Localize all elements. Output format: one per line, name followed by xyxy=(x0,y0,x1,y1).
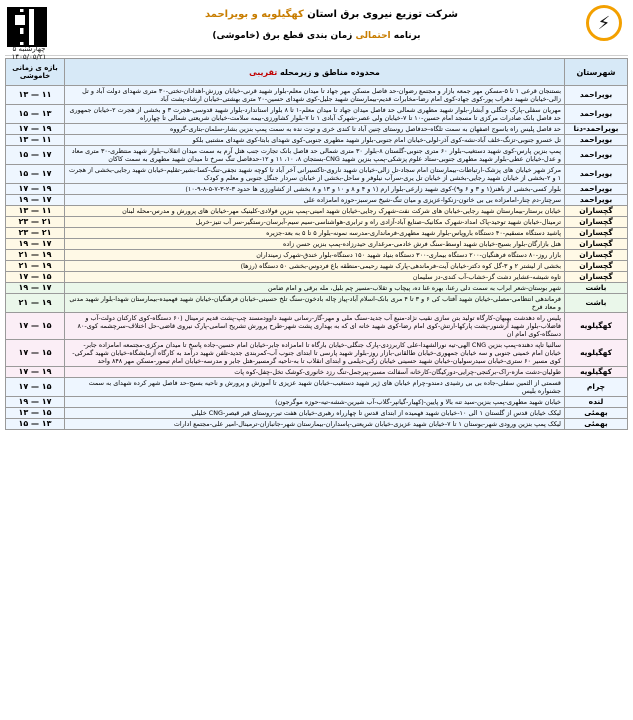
time-cell: ۱۷ — ۱۵ xyxy=(6,313,65,340)
table-row xyxy=(6,86,628,105)
time-cell: ۱۹ — ۱۷ xyxy=(6,239,65,250)
city-cell: گچساران xyxy=(565,206,628,217)
city-cell: باشت xyxy=(565,283,628,294)
area-cell: ترمینال-خیابان شهید توحید-پاک امداد-شهرک مکانیک-صنایع آباد-آزادی راه و ترابری-هواشناسی-سیم سیم-آبرسان-رستگیر-سر آب تنیز-خربل xyxy=(65,217,565,228)
table-row xyxy=(6,184,628,195)
document-page xyxy=(5,3,628,717)
area-cell: پلیس راه دهدشت بهبهان-کارگاه تولید بتن سازی نقیب نژاد-منبع آب جدید-سنگ ملی و مهر-گاز-رسانی شهید داوودمسند چپ-پشت قدیم ترمینال (۶۰ دستگاه-کوی کارکنان دولت-آب و فاضلاب-بلوار شهید آرشنور-پشت پارکها-ارتش-کوی امام رضا-کوی شهید خانه ای که به بهداری پشت شهر-طرح پرورش تشریح اسامی-پارک نیروی قاضی-حل اختلاف-سرچشمه کوی-۸۰ دستگاه-کوی امام ان xyxy=(65,313,565,340)
area-cell: بستنجان قرعی ۱ تا ۵-مسکن مهر جمعه بازار و مجتمع رضوان-حد فاصل مسکن مهر جهاد تا میدان معلم-بلوار شهید قرنی-خیابان ورزش-اهدادان-تختی-۳۰ متری شهدای دولت آباد و تل زالی-خیابان شهید دهراب پور-کوی جهاد-کوی امام رضا-مخابرات قدیم-بیمارستان شهید جلیل-کوی شهدای حسین-۲۰ متری بهشتی-خیابان ارشاد-پشت آباد xyxy=(65,86,565,105)
city-cell: بویراحمد xyxy=(565,195,628,206)
area-cell: تل خسرو جنوبی-تزنگ-خلف آباد-نشه-کوی آذر-لولی-خیابان امام جنوبی-بلوار شهید مطهری جنوبی-کوی شهدای بابتا-کوی شهدای مشتبی بلکو xyxy=(65,135,565,146)
area-cell: شهر بوستان-شعر ابراب به سمت دلی رعنا، بهره غنا ده، پیچاب و تقلاب-مسیر چم بلیل، مله برقی و امام ضامن xyxy=(65,283,565,294)
table-row xyxy=(6,124,628,135)
title-highlight: کهگیلویه و بویراحمد xyxy=(204,9,304,20)
table-header-row xyxy=(6,59,628,86)
column-area-highlight: تقریبی xyxy=(249,67,278,77)
city-cell: گچساران xyxy=(565,228,628,239)
table-row xyxy=(6,195,628,206)
time-cell: ۲۳ — ۲۱ xyxy=(6,217,65,228)
city-cell: بویراحمد xyxy=(565,184,628,195)
city-cell: گچساران xyxy=(565,261,628,272)
time-cell: ۱۳ — ۱۱ xyxy=(6,135,65,146)
column-time: بازه ی زمانی خاموشی xyxy=(6,59,65,86)
time-cell: ۱۷ — ۱۵ xyxy=(6,340,65,367)
area-cell: سرچنار-دم چنار-امامزاده بی بی خاتون-زنکوا-عزیزی و میان تنگ-شیخ سرسبز-حوزه امامزاده علی xyxy=(65,195,565,206)
title-prefix: شرکت توزیع نیروی برق استان xyxy=(307,9,458,20)
time-cell: ۱۷ — ۱۵ xyxy=(6,272,65,283)
page-title xyxy=(95,9,568,20)
outage-table xyxy=(5,58,628,430)
table-row xyxy=(6,228,628,239)
time-cell: ۱۷ — ۱۹ xyxy=(6,124,65,135)
header xyxy=(5,3,628,61)
time-cell: ۲۱ — ۱۹ xyxy=(6,294,65,313)
company-logo-icon: ⚡ xyxy=(586,5,622,41)
time-cell: ۲۱ — ۱۹ xyxy=(6,261,65,272)
time-cell: ۱۵ — ۱۳ xyxy=(6,105,65,124)
table-row xyxy=(6,408,628,419)
city-cell: گچساران xyxy=(565,272,628,283)
city-cell: باشت xyxy=(565,294,628,313)
subtitle-prefix: برنامه xyxy=(393,31,421,41)
column-city: شهرستان xyxy=(565,59,628,86)
time-cell: ۱۹ — ۱۷ xyxy=(6,397,65,408)
table-row xyxy=(6,340,628,367)
table-row xyxy=(6,283,628,294)
city-cell: بویراحمد xyxy=(565,105,628,124)
time-cell: ۱۹ — ۱۷ xyxy=(6,283,65,294)
area-cell: بخشی از لیشتر ۲ و ۳-گل کوه دکتر-خیابان آیت-فرماندهی-پارک شهید رحیمی-منطقه باغ فردوس-بخشی ۵۰ دستگاه (رزها) xyxy=(65,261,565,272)
table-row xyxy=(6,261,628,272)
table-row xyxy=(6,397,628,408)
table-row xyxy=(6,217,628,228)
subtitle-highlight: احتمالی xyxy=(355,31,391,41)
time-cell: ۱۳ — ۱۱ xyxy=(6,86,65,105)
table-row xyxy=(6,419,628,430)
area-cell: فرماندهی انتظامی-مصلی-خیابان شهید آفتاب کی ۶ و ۳ تا ۴ مری بانک-اسلام آباد-پیاز چاله بادخون-سنگ تلخ حسینی-خیابان فرهنگیان-خیابان شهید فهمیده-بیمارستان شهدا-بلوار شهید مدنی و معاد فرخ xyxy=(65,294,565,313)
time-cell: ۱۷ — ۱۹ xyxy=(6,367,65,378)
city-cell: بویراحمد xyxy=(565,135,628,146)
time-cell: ۱۳ — ۱۵ xyxy=(6,408,65,419)
area-cell: پمپ بنزین پارس-کوی شهید دستغیب-بلوار ۶۰ متری جنوبی-گلستان ۸-بلوار ۳۰ متری شمالی حد فاصل بانک تجارت جنب هتل آرم به سمت میدان انقلاب-بلوار شهید منتظری-۳۰ متری معاد و عدل-خیابان عطی-بلوار شهید مطهری جنوبی-ستاد علوم پزشکی-پمپ بنزین شهید CNG-بستجان ۸، ۱۰، ۱۱ و ۱۲-حدفاصل تنگ سرخ تا میدان شهید مطهری به سمت کاکان xyxy=(65,146,565,165)
table-row xyxy=(6,206,628,217)
city-cell: گچساران xyxy=(565,250,628,261)
date-block xyxy=(7,45,51,61)
city-cell: بهمئی xyxy=(565,408,628,419)
city-cell: بویراحمد xyxy=(565,165,628,184)
table-row xyxy=(6,367,628,378)
city-cell: کهگیلویه xyxy=(565,340,628,367)
time-cell: ۱۹ — ۱۷ xyxy=(6,195,65,206)
city-cell: گچساران xyxy=(565,217,628,228)
column-area-prefix: محدوده مناطق و زیرمحله xyxy=(280,67,380,77)
city-cell: بویراحمد xyxy=(565,146,628,165)
table-row xyxy=(6,165,628,184)
area-cell: خیابان شهید مطهری-پمپ بنزین-سید تنه بالا و پایین-(کهیار-گیانپر-گلاب-آب شیرین-ششه-تیه-حوزه موگرجون) xyxy=(65,397,565,408)
table-row xyxy=(6,135,628,146)
time-cell: ۱۳ — ۱۱ xyxy=(6,206,65,217)
time-cell: ۲۱ — ۱۹ xyxy=(6,250,65,261)
day-label: چهارشنبه ۵ xyxy=(12,45,46,53)
area-cell: لیکک خیابان قدس از گلستان ۱ الی ۱۰-خیابان شهید فهمیده از ابتدای قدس تا چهارراه رهبری-خیابان هفت تیر-روستای قیر قیصر-CNG خلیلی xyxy=(65,408,565,419)
time-cell: ۱۵ — ۱۳ xyxy=(6,419,65,430)
area-cell: خیابان برستار-بیمارستان شهید رجایی-خیابان های شرکت نفت-شهرک رجایی-خیابان شهید امینی-پمپ بنزین فولادی-کلینیک مهر-خیابان های پرورش و مدرس-محله لبنان xyxy=(65,206,565,217)
city-cell: کهگیلویه xyxy=(565,313,628,340)
city-cell: چرام xyxy=(565,378,628,397)
area-cell: تاوه شیشه-عشایر دشت گز-خشاب-آب کندی-دز سلیمان xyxy=(65,272,565,283)
city-cell: گچساران xyxy=(565,239,628,250)
area-cell: قسمتی از الثمین سفلی-جاده بی بی رشیدی دمندو-چرام خیابان های ژیر شهید دستغیب-خیابان شهید عزیزی تا آموزش و پرورش و ناحیه بسیج-حد فاصل شهر کرده شهدای به سمت جشنواره بلیس xyxy=(65,378,565,397)
table-row xyxy=(6,250,628,261)
table-row xyxy=(6,272,628,283)
qr-code-icon xyxy=(7,7,47,47)
city-cell: بهمئی xyxy=(565,419,628,430)
table-row xyxy=(6,105,628,124)
area-cell: هتل بازارگان-بلوار بسیج-خیابان شهید اوسط-سنگ فرش خادمی-مرغداری حیدرزاده-پمپ بنزین حسن زاده xyxy=(65,239,565,250)
area-cell: لیکک پمپ بنزین ورودی شهر-بوستان ۱ تا ۷-خیابان شهید عزیزی-خیابان شریعتی-پاسداران-بیمارستان شهر-جانبازان-ترمینال-امیر علی-مجتمع ادارات xyxy=(65,419,565,430)
time-cell: ۱۷ — ۱۵ xyxy=(6,378,65,397)
area-cell: بازار روز-۸۰ دستگاه فرهنگیان-۲۰۰ دستگاه بیماری-۳۰۰ دستگاه بنیاد شهید ۱۵۰ دستگاه-بلوار خندق-شهرک زمینداران xyxy=(65,250,565,261)
area-cell: مهریان سفلی-پارک جنگلی و آبشار-بلوار شهید مطهری شمالی حد فاصل میدان جهاد تا میدان معلم-۱ تا ۸ بلوار استاندارد-بلوار شهید قدوسی-هجرت ۳ و بخشی از هجرت ۲-خیابان جمهوری حد فاصل بانک صادرات مرکزی تا مسجد امام حسین-۱۰ تا ۷-خیابان ولی عصر-شهرک آبادی ۱ تا ۷-بلوار کشاورزی-بیمه سلامت-خیابان شریعتی شمالی تا چهارراه xyxy=(65,105,565,124)
city-cell: بویراحمد xyxy=(565,86,628,105)
table-body xyxy=(6,86,628,430)
area-cell: پاشید دستگاه مسقیم-۴۰ دستگاه باروپاس-بلوار شهید مطهری-فرمانداری-مدرسه نمونه-بلوار ۵ تا ۵ به بعد-جزیره xyxy=(65,228,565,239)
time-cell: ۱۷ — ۱۹ xyxy=(6,184,65,195)
table-row xyxy=(6,378,628,397)
column-area xyxy=(65,59,565,86)
date-label: ۱۴۰۵/۰۵/۲۱ xyxy=(11,53,47,61)
area-cell: طولیان-دشت مازه-راک-برکنجی-چرایی-دورکیگان-کارخانه آسفالت مسیر-پیرجمل-تنگ رزد خانوری-کوشک تخل-چفل-کوه پات xyxy=(65,367,565,378)
area-cell: مرکز شهر خیابان های پزشک-ارتباطات-بیمارستان امام سجاد-تل زالی-خیابان شهید ناروی-تاکسیرانی آخر آباد تا کوچه شهید نجفی-تنگ-کسا-بشیر-تقلیم-خیابان شهید رجایی-بخشی از هجرت ۱ و ۲-بخشی از خیابان شهید رجایی-بخشی از خیابان تل یری-سرآب نیلوفر و ساحل-بخشی از خیابان سردار جنگل جنوبی و معلم و کودک xyxy=(65,165,565,184)
area-cell: بلوار کسی-بخشی از باهنر(۱ و ۳ و ۶ و۹)-کوی شهید زارعی-بلوار ارم (۱ و ۴ و ۸ و ۱۰ و ۱۳ و ۸ بخشی از کشاورزی ها حدود ۳-۲-۳-۷-۵-۸-۹-۱۰) xyxy=(65,184,565,195)
area-cell: حد فاصل پلیس راه یاسوج اصفهان به سمت تلگاه-حدفاصل روستای چنین آباد تا کندی خری و توت نده به سمت پمپ بنزین بشار-سلمان-بتاری-گرووه xyxy=(65,124,565,135)
table-row xyxy=(6,313,628,340)
city-cell: کهگیلویه xyxy=(565,367,628,378)
city-cell: بویراحمد-دنا xyxy=(565,124,628,135)
area-cell: سالنیا تاپه دهنده-پمپ بنزین CNG الهی-تیه نورالشهدا-علی کاربرزدی-پارک جنگلی-خیابان بارگاه تا امامزاده جابر-خیابان امام حسین-جاده پاسخ تا میدان مرکزی-مجتمعه امامزاده جابر-خیابان امام خمینی جنوبی و سه خیابان جمهوری-خیابان طالقانی-بازار روز-بلوار شهید پارسی تا ابتدای جنوب آب-کمربندی جدید-تلفن شهید درآمد به کارگاه آزمایشگاه-خیابان شهید گمرکی-کوی مسیر ۶۰ ستری-خیابان سیدرسولیان-خیابان شهید حسینی خیابان زکی-دیلمی و ابتدای انقلاب تا به-ناحیه گرمسیر-هتل جابر و مدرسه-خیابان امام تیمور-مسکن مهر ۸۴۸ واحد xyxy=(65,340,565,367)
subtitle-suffix: زمان بندی قطع برق (خاموشی) xyxy=(212,31,353,41)
time-cell: ۱۵ — ۱۷ xyxy=(6,165,65,184)
table-row xyxy=(6,239,628,250)
city-cell: لنده xyxy=(565,397,628,408)
table-row xyxy=(6,294,628,313)
time-cell: ۲۳ — ۲۱ xyxy=(6,228,65,239)
table-row xyxy=(6,146,628,165)
page-subtitle xyxy=(65,31,568,41)
time-cell: ۱۵ — ۱۷ xyxy=(6,146,65,165)
